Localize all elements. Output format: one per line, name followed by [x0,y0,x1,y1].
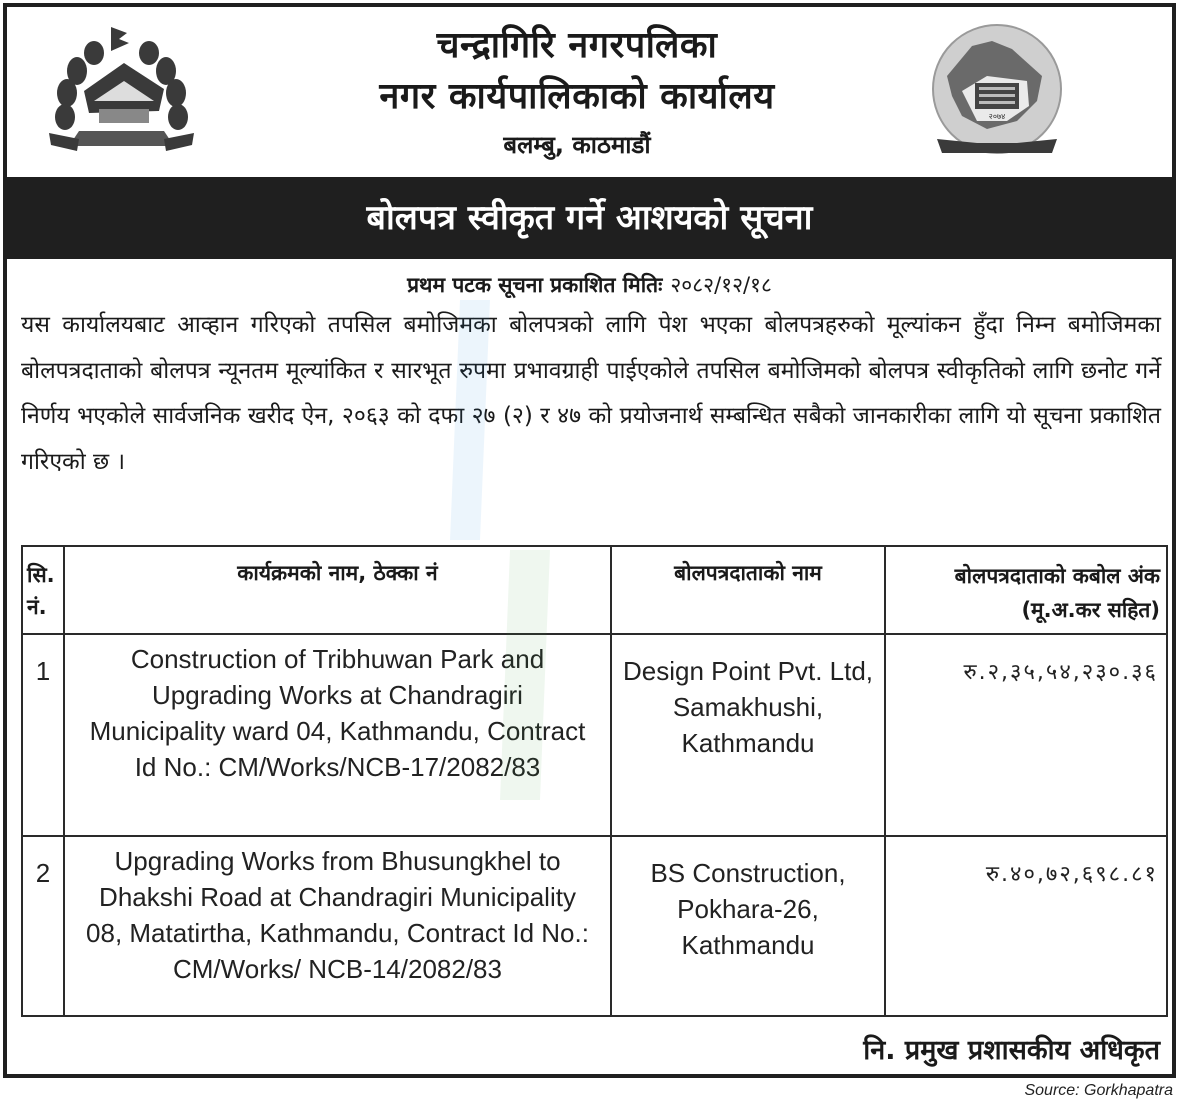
table-row [22,634,1167,836]
row-program: Upgrading Works from Bhusungkhel to Dhakshi Road at Chandragiri Municipality 08, Matatirtha, Kathmandu, Contract Id No.: CM/Works/ NCB-14/2082/83 [64,836,611,1016]
title-block [237,21,917,167]
publication-label: प्रथम पटक सूचना प्रकाशित मितिः [407,273,663,297]
column-header-amount: बोलपत्रदाताको कबोल अंक (मू.अ.कर सहित) [885,546,1167,634]
svg-text:२०७४: २०७४ [988,112,1006,121]
column-header-program: कार्यक्रमको नाम, ठेक्का नं [64,546,611,634]
municipality-seal-icon [917,21,1077,161]
notice-body-paragraph: यस कार्यालयबाट आव्हान गरिएको तपसिल बमोजिमका बोलपत्रको लागि पेश भएका बोलपत्रहरुको मूल्यांकन हुँदा निम्न बमोजिमका बोलपत्रदाताको बोलपत्र न्यूनतम मूल्यांकित र सारभूत रुपमा प्रभावग्राही पाईएकोले तपसिल बमोजिमको बोलपत्र स्वीकृतिको लागि छनोट गर्ने निर्णय भएकोले सार्वजनिक खरीद ऐन, २०६३ को दफा २७ (२) र ४७ को प्रयोजनार्थ सम्बन्धित सबैको जानकारीका लागि यो सूचना प्रकाशित गरिएको छ । [21,312,1161,475]
row-amount: रु.४०,७२,६९८.८१ [885,836,1167,1016]
municipality-name: चन्द्रागिरि नगरपलिका [436,25,718,66]
nepal-emblem-icon [39,21,204,161]
table-header-row [22,546,1167,634]
source-credit: Source: Gorkhapatra [1024,1082,1173,1099]
header [7,7,1172,175]
notice-title: बोलपत्र स्वीकृत गर्ने आशयको सूचना [366,198,813,238]
signatory-title: नि. प्रमुख प्रशासकीय अधिकृत [863,1035,1160,1066]
bid-table [21,545,1168,1017]
column-header-sn: सि. नं. [22,546,64,634]
row-program: Construction of Tribhuwan Park and Upgrading Works at Chandragiri Municipality ward 04, Kathmandu, Contract Id No.: CM/Works/NCB-17/2082/83 [64,634,611,836]
notice-title-banner [7,177,1172,259]
row-sn: 2 [22,836,64,1016]
office-name: नगर कार्यपालिकाको कार्यालय [379,76,775,117]
row-bidder: BS Construction, Pokhara-26, Kathmandu [611,836,885,1016]
notice-frame [3,3,1176,1078]
row-amount: रु.२,३५,५४,२३०.३६ [885,634,1167,836]
table-row [22,836,1167,1016]
column-header-bidder: बोलपत्रदाताको नाम [611,546,885,634]
row-sn: 1 [22,634,64,836]
publication-date: २०८२/१२/१८ [670,273,772,297]
publication-date-line [7,267,1172,303]
row-bidder: Design Point Pvt. Ltd, Samakhushi, Kathmandu [611,634,885,836]
office-address: बलम्बु, काठमाडौं [503,131,651,159]
